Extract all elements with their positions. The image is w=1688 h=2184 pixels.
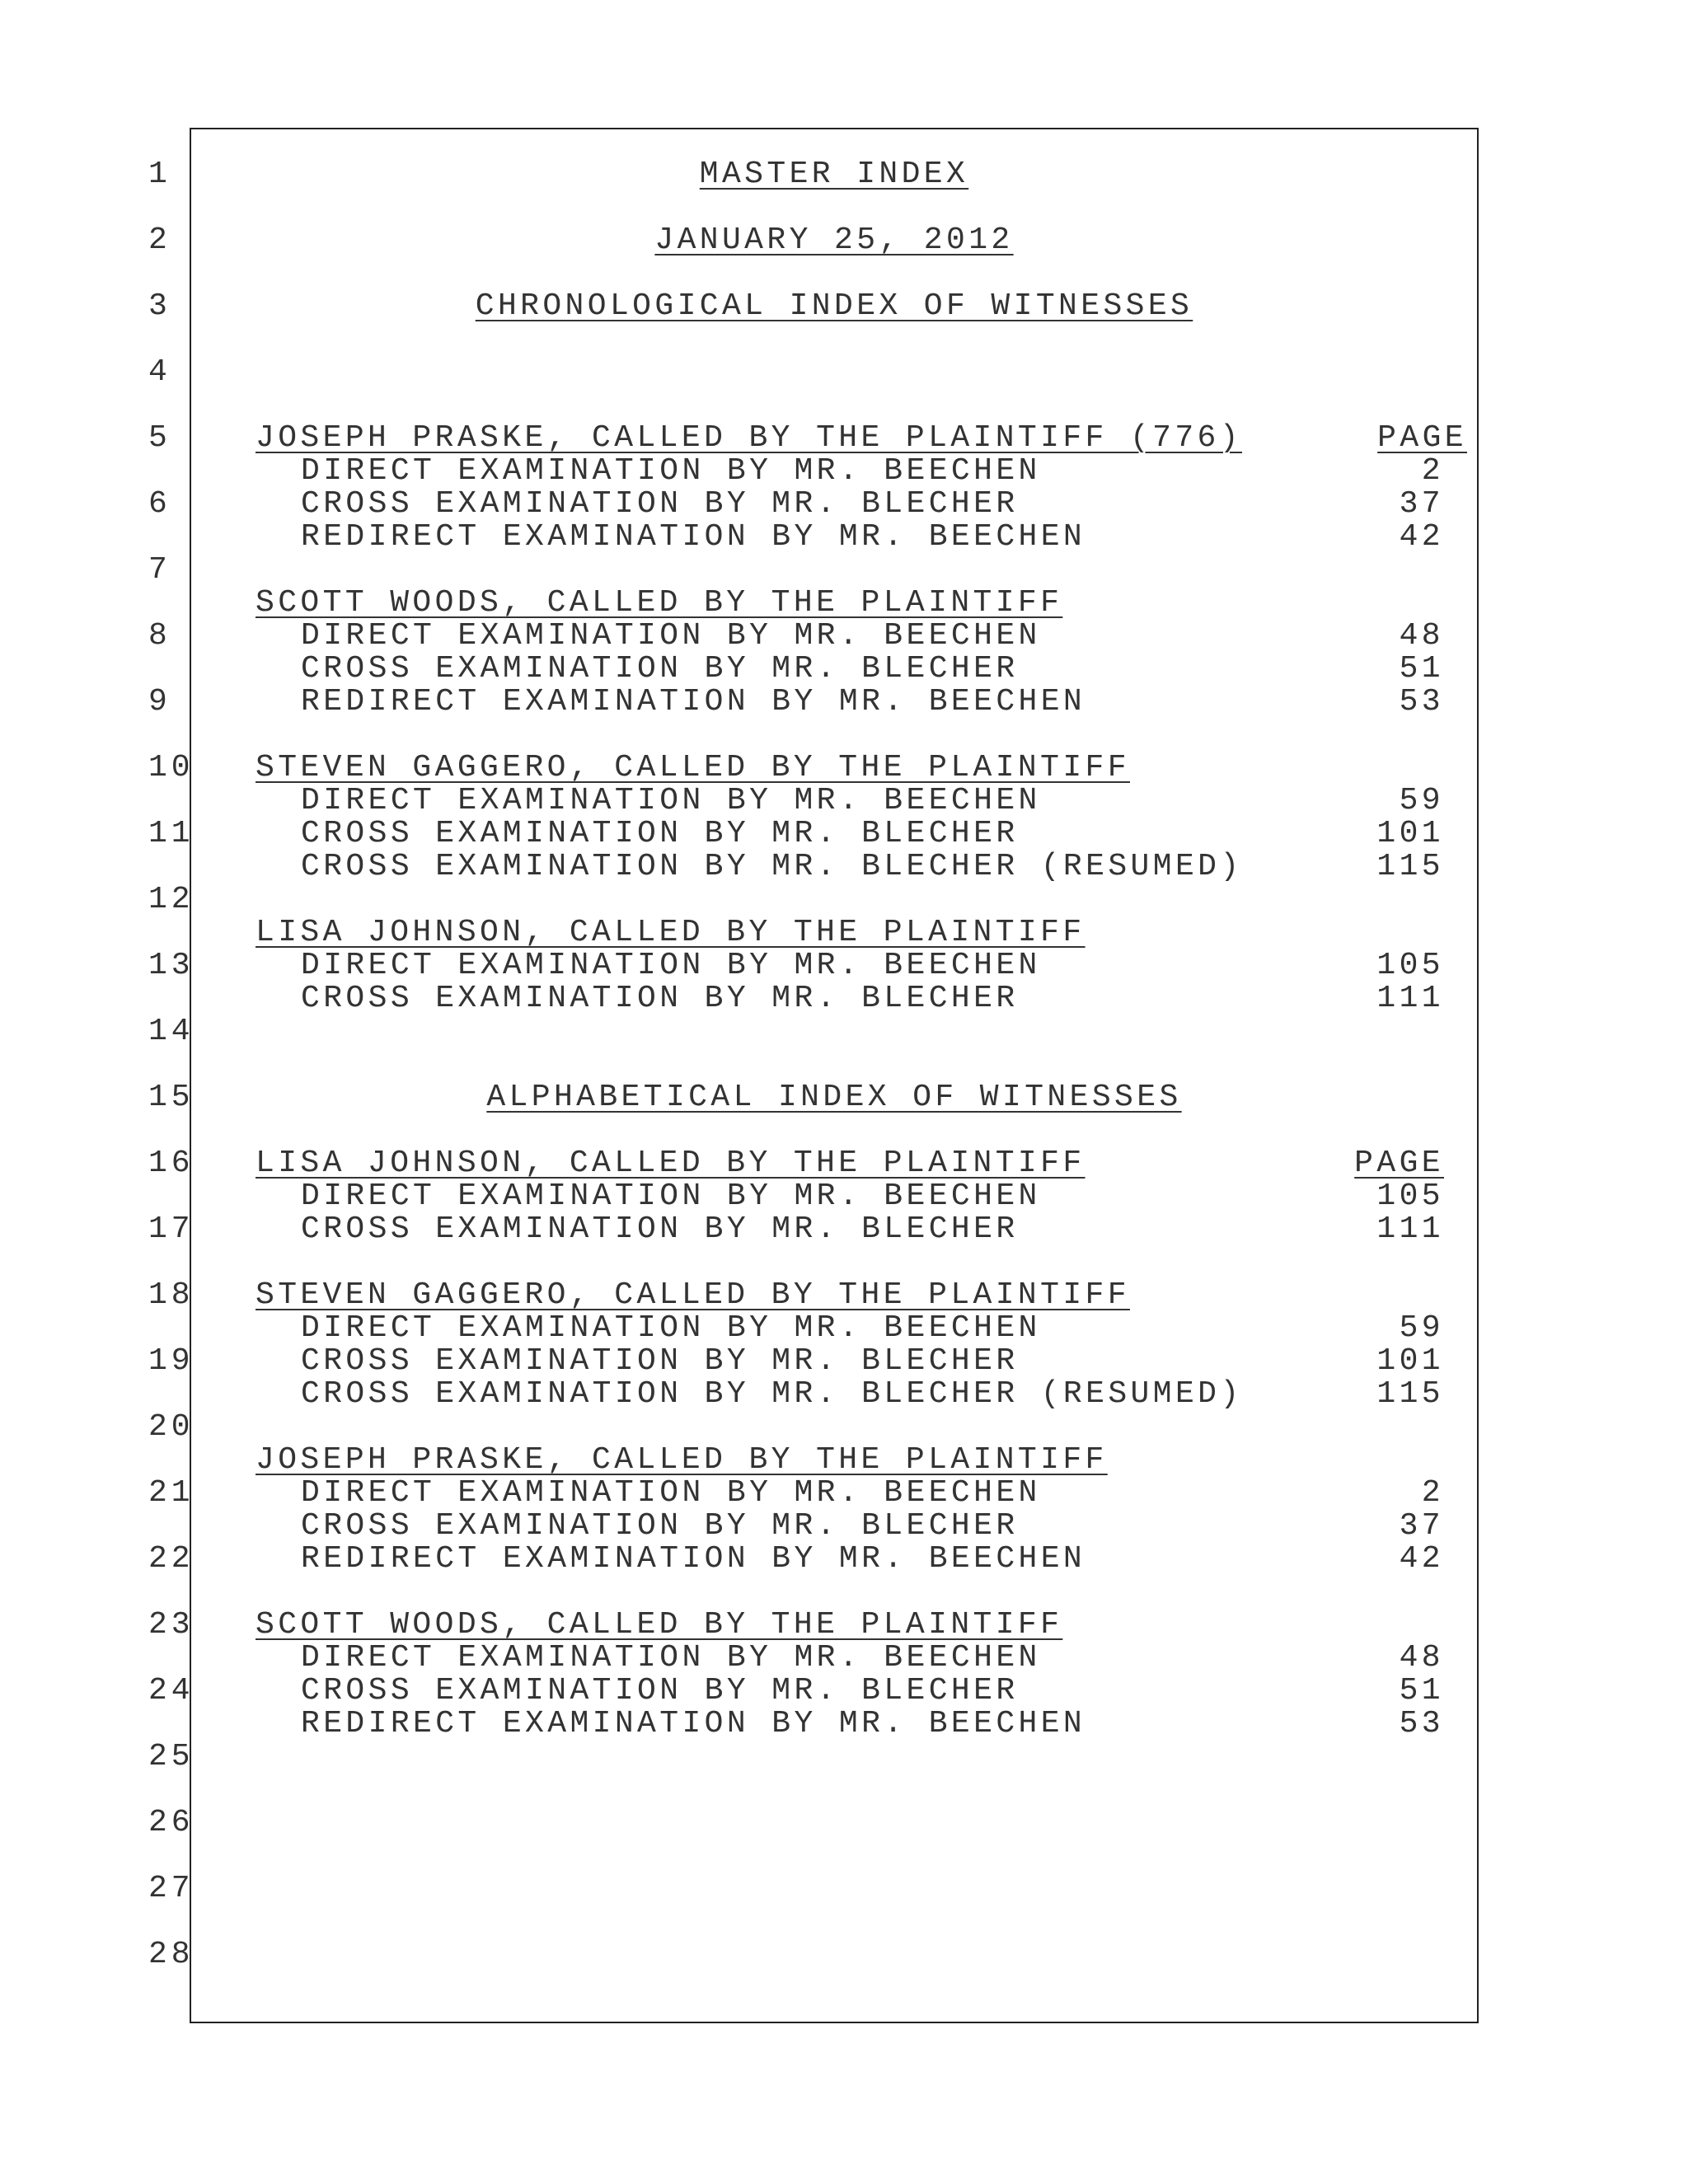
page-number: 59 [1399, 783, 1444, 818]
line-number: 28 [148, 1937, 195, 1972]
line-number: 8 [148, 618, 171, 654]
line-number: 9 [148, 684, 171, 719]
line-number: 20 [148, 1409, 195, 1445]
examination-entry: CROSS EXAMINATION BY MR. BLECHER (RESUMED) [301, 1376, 1243, 1412]
chronological-index-title: CHRONOLOGICAL INDEX OF WITNESSES [475, 288, 1193, 324]
line-number: 15 [148, 1080, 195, 1115]
line-number: 10 [148, 750, 195, 785]
examination-entry: CROSS EXAMINATION BY MR. BLECHER [301, 1212, 1019, 1247]
page-number: 115 [1376, 849, 1444, 884]
examination-entry: DIRECT EXAMINATION BY MR. BEECHEN [301, 1179, 1041, 1214]
witness-heading: JOSEPH PRASKE, CALLED BY THE PLAINTIFF (776) [256, 420, 1242, 456]
page-number: 111 [1376, 981, 1444, 1016]
witness-heading: LISA JOHNSON, CALLED BY THE PLAINTIFF [256, 1146, 1085, 1181]
line-number: 1 [148, 157, 171, 192]
examination-entry: CROSS EXAMINATION BY MR. BLECHER [301, 1343, 1019, 1379]
page-number: 51 [1399, 651, 1444, 687]
examination-entry: CROSS EXAMINATION BY MR. BLECHER (RESUMED) [301, 849, 1243, 884]
examination-entry: CROSS EXAMINATION BY MR. BLECHER [301, 651, 1019, 687]
examination-entry: DIRECT EXAMINATION BY MR. BEECHEN [301, 783, 1041, 818]
examination-entry: CROSS EXAMINATION BY MR. BLECHER [301, 1508, 1019, 1544]
page-number: 2 [1421, 1475, 1444, 1511]
examination-entry: CROSS EXAMINATION BY MR. BLECHER [301, 981, 1019, 1016]
witness-heading: STEVEN GAGGERO, CALLED BY THE PLAINTIFF [256, 1277, 1130, 1313]
line-number: 17 [148, 1212, 195, 1247]
page-number: 105 [1376, 948, 1444, 983]
examination-entry: DIRECT EXAMINATION BY MR. BEECHEN [301, 1310, 1041, 1346]
page-number: 59 [1399, 1310, 1444, 1346]
line-number: 23 [148, 1607, 195, 1643]
alphabetical-index-title: ALPHABETICAL INDEX OF WITNESSES [486, 1080, 1182, 1115]
page-number: 37 [1399, 486, 1444, 522]
page-number: 115 [1376, 1376, 1444, 1412]
line-number: 22 [148, 1541, 195, 1577]
page-column-header: PAGE [1354, 1146, 1444, 1181]
examination-entry: CROSS EXAMINATION BY MR. BLECHER [301, 1673, 1019, 1708]
line-number: 2 [148, 223, 171, 258]
page-number: 51 [1399, 1673, 1444, 1708]
examination-entry: DIRECT EXAMINATION BY MR. BEECHEN [301, 618, 1041, 654]
page-column-header: PAGE [1377, 420, 1467, 456]
page-number: 42 [1399, 519, 1444, 555]
page-number: 2 [1421, 453, 1444, 489]
witness-heading: SCOTT WOODS, CALLED BY THE PLAINTIFF [256, 1607, 1063, 1643]
page-number: 105 [1376, 1179, 1444, 1214]
witness-heading: JOSEPH PRASKE, CALLED BY THE PLAINTIFF [256, 1442, 1108, 1478]
index-date: JANUARY 25, 2012 [654, 223, 1014, 258]
line-number: 25 [148, 1739, 195, 1774]
line-number: 11 [148, 816, 195, 851]
examination-entry: CROSS EXAMINATION BY MR. BLECHER [301, 816, 1019, 851]
line-number: 4 [148, 354, 171, 390]
line-number: 14 [148, 1014, 195, 1049]
line-number: 7 [148, 552, 171, 588]
line-number: 21 [148, 1475, 195, 1511]
line-number: 19 [148, 1343, 195, 1379]
page-number: 111 [1376, 1212, 1444, 1247]
line-number: 24 [148, 1673, 195, 1708]
examination-entry: REDIRECT EXAMINATION BY MR. BEECHEN [301, 1541, 1086, 1577]
page-number: 48 [1399, 1640, 1444, 1675]
examination-entry: DIRECT EXAMINATION BY MR. BEECHEN [301, 1475, 1041, 1511]
examination-entry: REDIRECT EXAMINATION BY MR. BEECHEN [301, 1706, 1086, 1741]
page-number: 101 [1376, 816, 1444, 851]
page-number: 53 [1399, 684, 1444, 719]
line-number: 16 [148, 1146, 195, 1181]
line-number: 13 [148, 948, 195, 983]
witness-heading: STEVEN GAGGERO, CALLED BY THE PLAINTIFF [256, 750, 1130, 785]
line-number: 18 [148, 1277, 195, 1313]
line-number: 27 [148, 1871, 195, 1906]
page-number: 53 [1399, 1706, 1444, 1741]
witness-heading: SCOTT WOODS, CALLED BY THE PLAINTIFF [256, 585, 1063, 621]
page-number: 101 [1376, 1343, 1444, 1379]
page-number: 48 [1399, 618, 1444, 654]
examination-entry: REDIRECT EXAMINATION BY MR. BEECHEN [301, 684, 1086, 719]
examination-entry: REDIRECT EXAMINATION BY MR. BEECHEN [301, 519, 1086, 555]
examination-entry: DIRECT EXAMINATION BY MR. BEECHEN [301, 948, 1041, 983]
page-number: 42 [1399, 1541, 1444, 1577]
page-number: 37 [1399, 1508, 1444, 1544]
line-number: 12 [148, 882, 195, 917]
witness-heading: LISA JOHNSON, CALLED BY THE PLAINTIFF [256, 915, 1085, 950]
line-number: 3 [148, 288, 171, 324]
examination-entry: CROSS EXAMINATION BY MR. BLECHER [301, 486, 1019, 522]
examination-entry: DIRECT EXAMINATION BY MR. BEECHEN [301, 1640, 1041, 1675]
line-number: 26 [148, 1805, 195, 1840]
line-number: 5 [148, 420, 171, 456]
line-number: 6 [148, 486, 171, 522]
examination-entry: DIRECT EXAMINATION BY MR. BEECHEN [301, 453, 1041, 489]
master-index-title: MASTER INDEX [699, 157, 969, 192]
